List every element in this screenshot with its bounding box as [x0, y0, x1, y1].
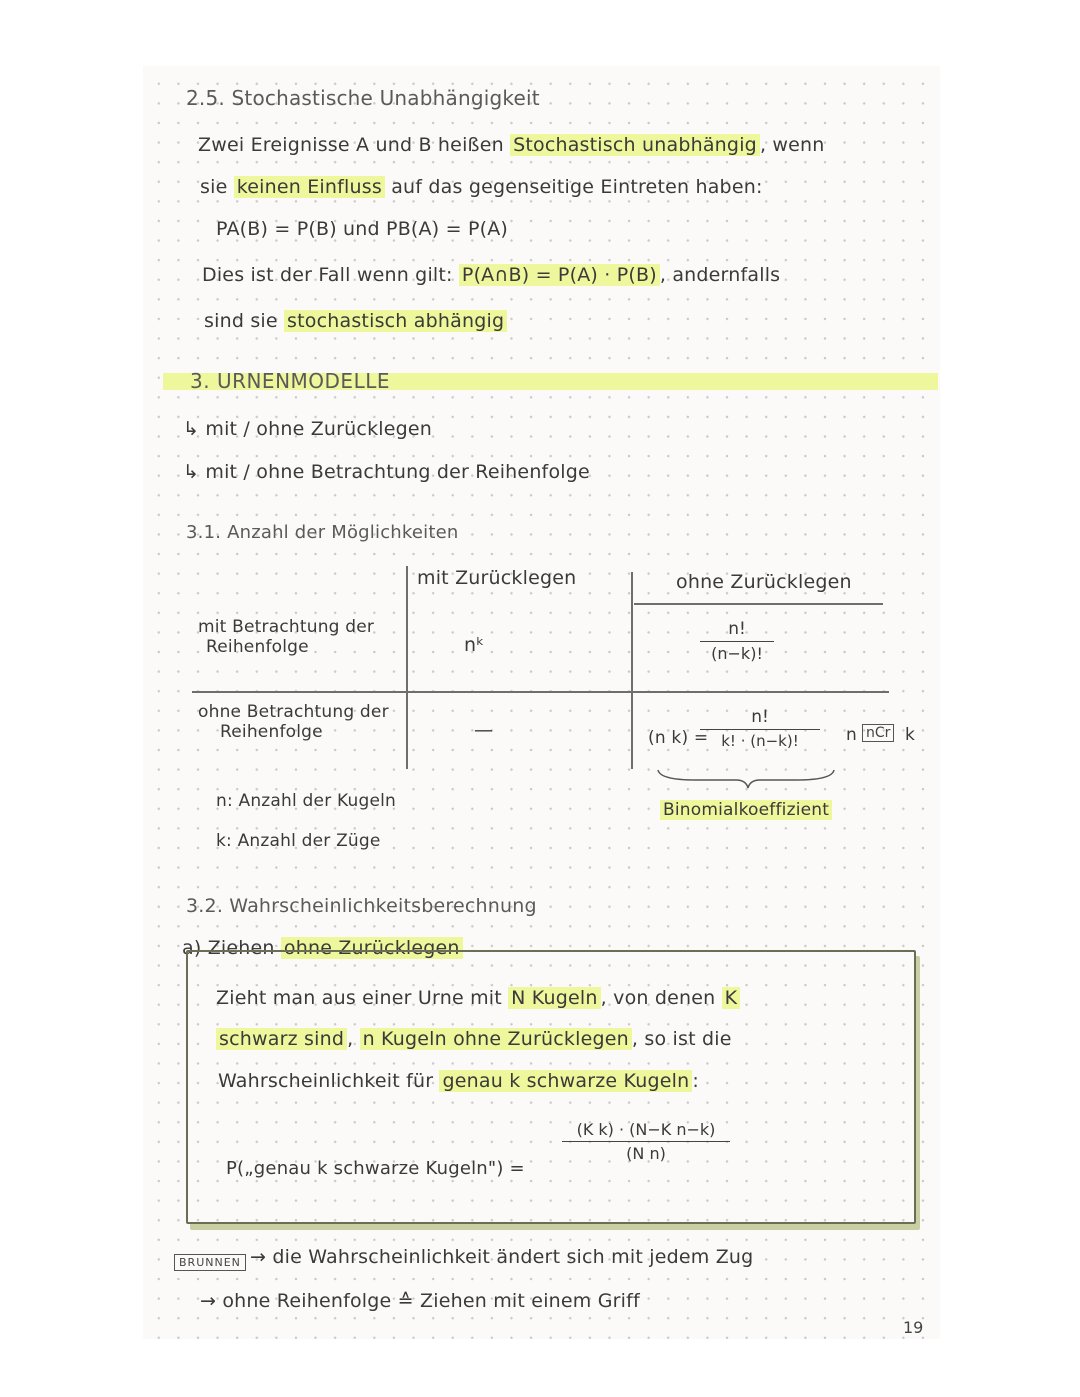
col-header-with-replacement: mit Zurücklegen	[417, 567, 577, 589]
row1-label-a: mit Betrachtung der	[198, 617, 375, 637]
text-segment: ,	[347, 1028, 360, 1050]
text-segment: , andernfalls	[659, 264, 781, 286]
highlight-segment: schwarz sind	[216, 1028, 347, 1050]
row1-with-replacement-value: nᵏ	[464, 634, 485, 656]
table-header-rule	[634, 603, 883, 605]
probability-lhs: P(„genau k schwarze Kugeln") =	[226, 1158, 525, 1179]
fraction-bar	[562, 1141, 730, 1142]
legend-k: k: Anzahl der Züge	[216, 831, 381, 851]
highlight-segment: Stochastisch unabhängig	[510, 134, 760, 156]
box-line-3	[218, 1070, 699, 1092]
fraction-denominator: k! · (n−k)!	[721, 732, 799, 750]
fraction-numerator: n!	[751, 707, 769, 727]
note-probability-changes: → die Wahrscheinlichkeit ändert sich mit jedem Zug	[250, 1246, 754, 1268]
row2-without-replacement-fraction	[700, 707, 820, 750]
legend-n: n: Anzahl der Kugeln	[216, 791, 397, 811]
fraction-numerator: n!	[728, 619, 746, 639]
fraction-bar	[700, 641, 774, 642]
independence-line-2	[200, 176, 763, 198]
text-segment: auf das gegenseitige Eintreten haben:	[384, 176, 763, 198]
note-without-order: → ohne Reihenfolge ≙ Ziehen mit einem Griff	[200, 1290, 640, 1312]
col-header-without-replacement: ohne Zurücklegen	[676, 571, 852, 593]
section-3-heading: 3. URNENMODELLE	[190, 369, 390, 393]
fraction-denominator: (n−k)!	[711, 644, 763, 663]
highlight-segment: ohne Zurücklegen	[281, 937, 463, 959]
row2-label-a: ohne Betrachtung der	[198, 702, 389, 722]
section-2-5-heading: 2.5. Stochastische Unabhängigkeit	[186, 86, 540, 110]
text-segment: Zieht man aus einer Urne mit	[216, 987, 509, 1009]
highlight-segment: stochastisch abhängig	[284, 310, 507, 332]
highlight-segment: n Kugeln ohne Zurücklegen	[360, 1028, 632, 1050]
fraction-denominator: (N n)	[626, 1144, 666, 1163]
highlight-segment: keinen Einfluss	[234, 176, 385, 198]
independence-line-4	[202, 264, 780, 286]
fraction-bar	[700, 729, 820, 730]
probability-fraction	[562, 1120, 730, 1163]
table-vertical-line-2	[631, 572, 633, 769]
text-segment: , von denen	[600, 987, 722, 1009]
fraction-numerator: (K k) · (N−K n−k)	[576, 1120, 716, 1139]
text-segment: Dies ist der Fall wenn gilt:	[202, 264, 459, 286]
independence-line-5	[204, 310, 507, 332]
independence-line-1	[198, 134, 825, 156]
highlight-segment: P(A∩B) = P(A) · P(B)	[459, 264, 660, 286]
text-segment: , wenn	[759, 134, 825, 156]
highlight-segment: K	[722, 987, 741, 1009]
binomial-brace-icon	[656, 768, 836, 790]
ncr-k: k	[905, 725, 916, 745]
ncr-key-icon: nCr	[862, 724, 894, 742]
section-3-2-heading: 3.2. Wahrscheinlichkeitsberechnung	[186, 895, 537, 917]
binomial-coefficient-label	[660, 800, 832, 820]
brunnen-logo: BRUNNEN	[174, 1254, 246, 1271]
text-segment: Wahrscheinlichkeit für	[218, 1070, 440, 1092]
text-segment: a) Ziehen	[182, 937, 281, 959]
highlight-segment: genau k schwarze Kugeln	[439, 1070, 692, 1092]
table-row-rule	[192, 691, 889, 693]
page-number: 19	[903, 1318, 924, 1337]
independence-formula: PA(B) = P(B) und PB(A) = P(A)	[216, 218, 509, 240]
ncr-n: n	[846, 725, 857, 745]
binomial-symbol: (n k) =	[648, 728, 709, 748]
row1-without-replacement-fraction	[700, 619, 774, 663]
urn-bullet-2: ↳ mit / ohne Betrachtung der Reihenfolge	[183, 461, 590, 483]
urn-bullet-1: ↳ mit / ohne Zurücklegen	[183, 418, 433, 440]
table-vertical-line-1	[406, 566, 408, 769]
row2-label-b: Reihenfolge	[220, 722, 323, 742]
row2-with-replacement-value: —	[474, 719, 494, 741]
highlight-segment: N Kugeln	[508, 987, 600, 1009]
section-3-1-heading: 3.1. Anzahl der Möglichkeiten	[186, 522, 459, 543]
text-segment: , so ist die	[631, 1028, 732, 1050]
text-segment: sind sie	[204, 310, 285, 332]
text-segment: :	[692, 1070, 699, 1092]
text-segment: Zwei Ereignisse A und B heißen	[198, 134, 511, 156]
box-line-2	[216, 1028, 732, 1050]
text-segment: sie	[200, 176, 234, 198]
box-line-1	[216, 987, 740, 1009]
highlight-segment: Binomialkoeffizient	[660, 800, 832, 820]
row1-label-b: Reihenfolge	[206, 637, 309, 657]
